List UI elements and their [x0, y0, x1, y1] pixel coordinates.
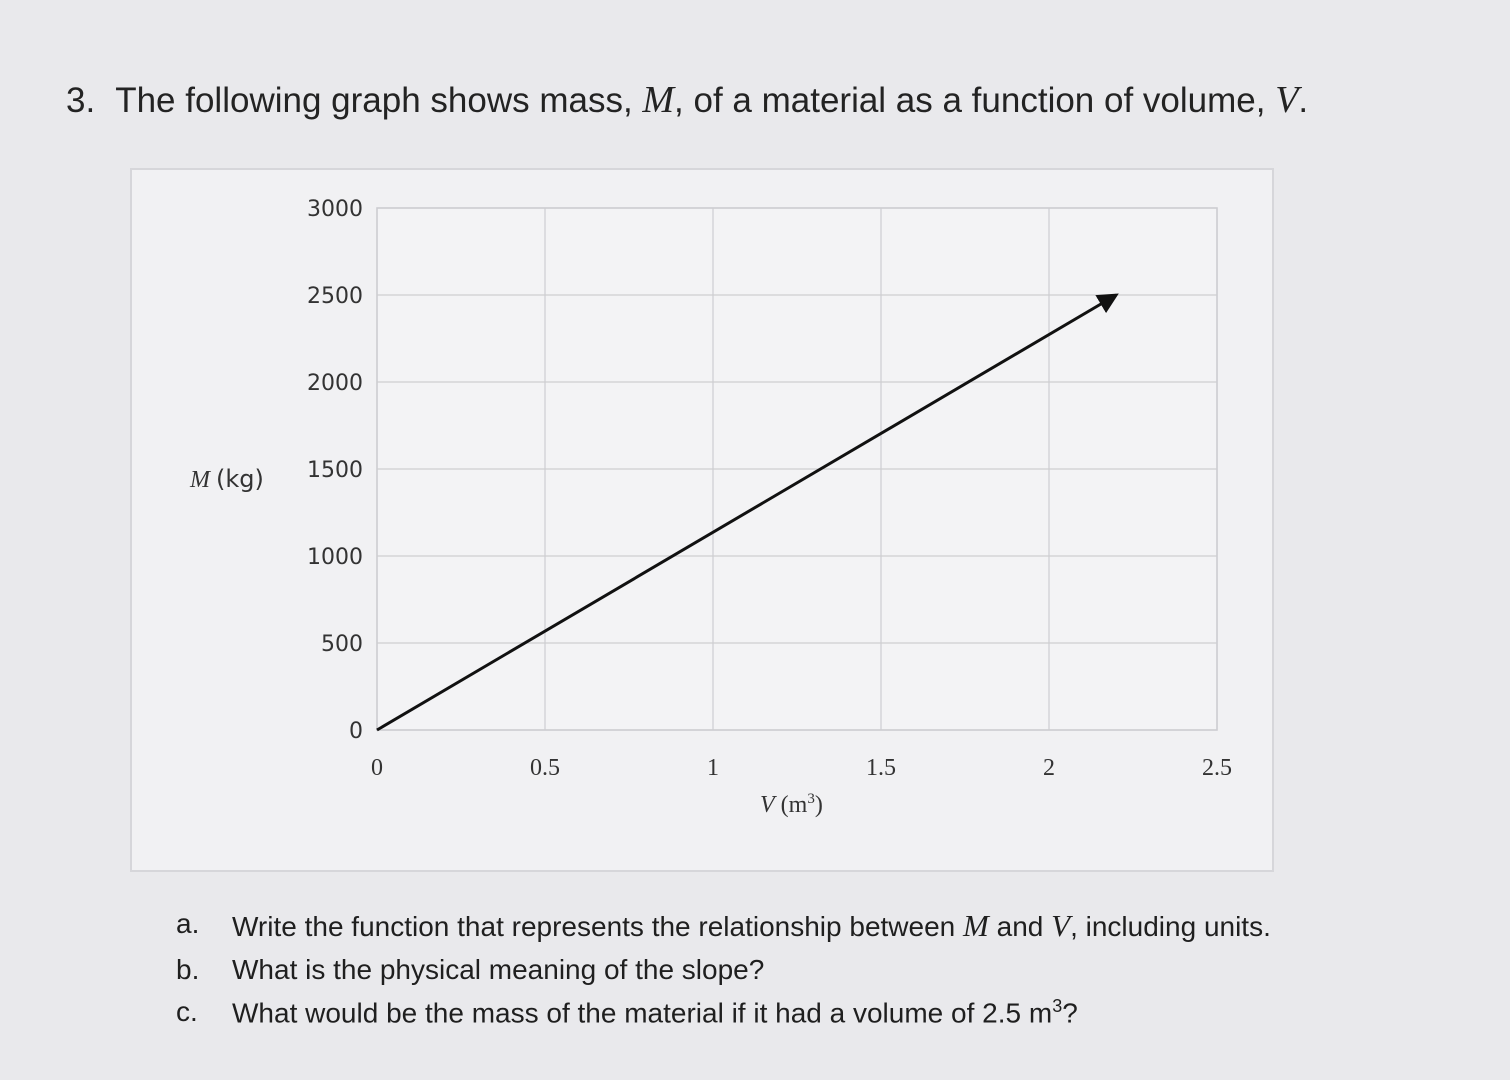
part-letter: c.	[176, 996, 198, 1027]
x-tick-label: 1	[707, 755, 719, 781]
y-tick-label: 2500	[307, 284, 363, 309]
var-v: V	[1275, 79, 1299, 121]
part-b	[176, 954, 1271, 986]
question-parts	[176, 908, 1271, 1039]
question-title	[66, 78, 1308, 122]
question-text-3: .	[1298, 81, 1309, 120]
part-b-text: What is the physical meaning of the slope?	[232, 954, 765, 985]
y-tick-label: 0	[349, 719, 363, 744]
question-text-2: , of a material as a function of volume,	[674, 81, 1276, 120]
part-c	[176, 996, 1271, 1029]
x-tick-label: 0	[371, 755, 383, 781]
y-tick-label: 3000	[307, 197, 363, 222]
part-letter: a.	[176, 908, 200, 939]
part-letter: b.	[176, 954, 200, 985]
question-number: 3.	[66, 81, 96, 120]
question-text-1: The following graph shows mass,	[115, 81, 643, 120]
y-axis-label: M (kg)	[190, 465, 264, 493]
y-tick-label: 1500	[307, 458, 363, 483]
chart	[132, 170, 1272, 870]
y-tick-label: 500	[321, 632, 363, 657]
part-a	[176, 908, 1271, 944]
x-tick-label: 2.5	[1202, 755, 1232, 781]
x-tick-label: 0.5	[530, 755, 560, 781]
chart-frame	[130, 168, 1274, 872]
y-tick-label: 1000	[307, 545, 363, 570]
x-tick-label: 1.5	[866, 755, 896, 781]
var-m: M	[642, 79, 675, 121]
x-tick-label: 2	[1043, 755, 1055, 781]
part-a-text: Write the function that represents the relationship between M and V, including units.	[232, 908, 1271, 943]
y-tick-label: 2000	[307, 371, 363, 396]
part-c-text: What would be the mass of the material if it had a volume of 2.5 $m^3$?	[232, 996, 1078, 1029]
x-axis-label: V $(m^3)$	[760, 791, 823, 818]
